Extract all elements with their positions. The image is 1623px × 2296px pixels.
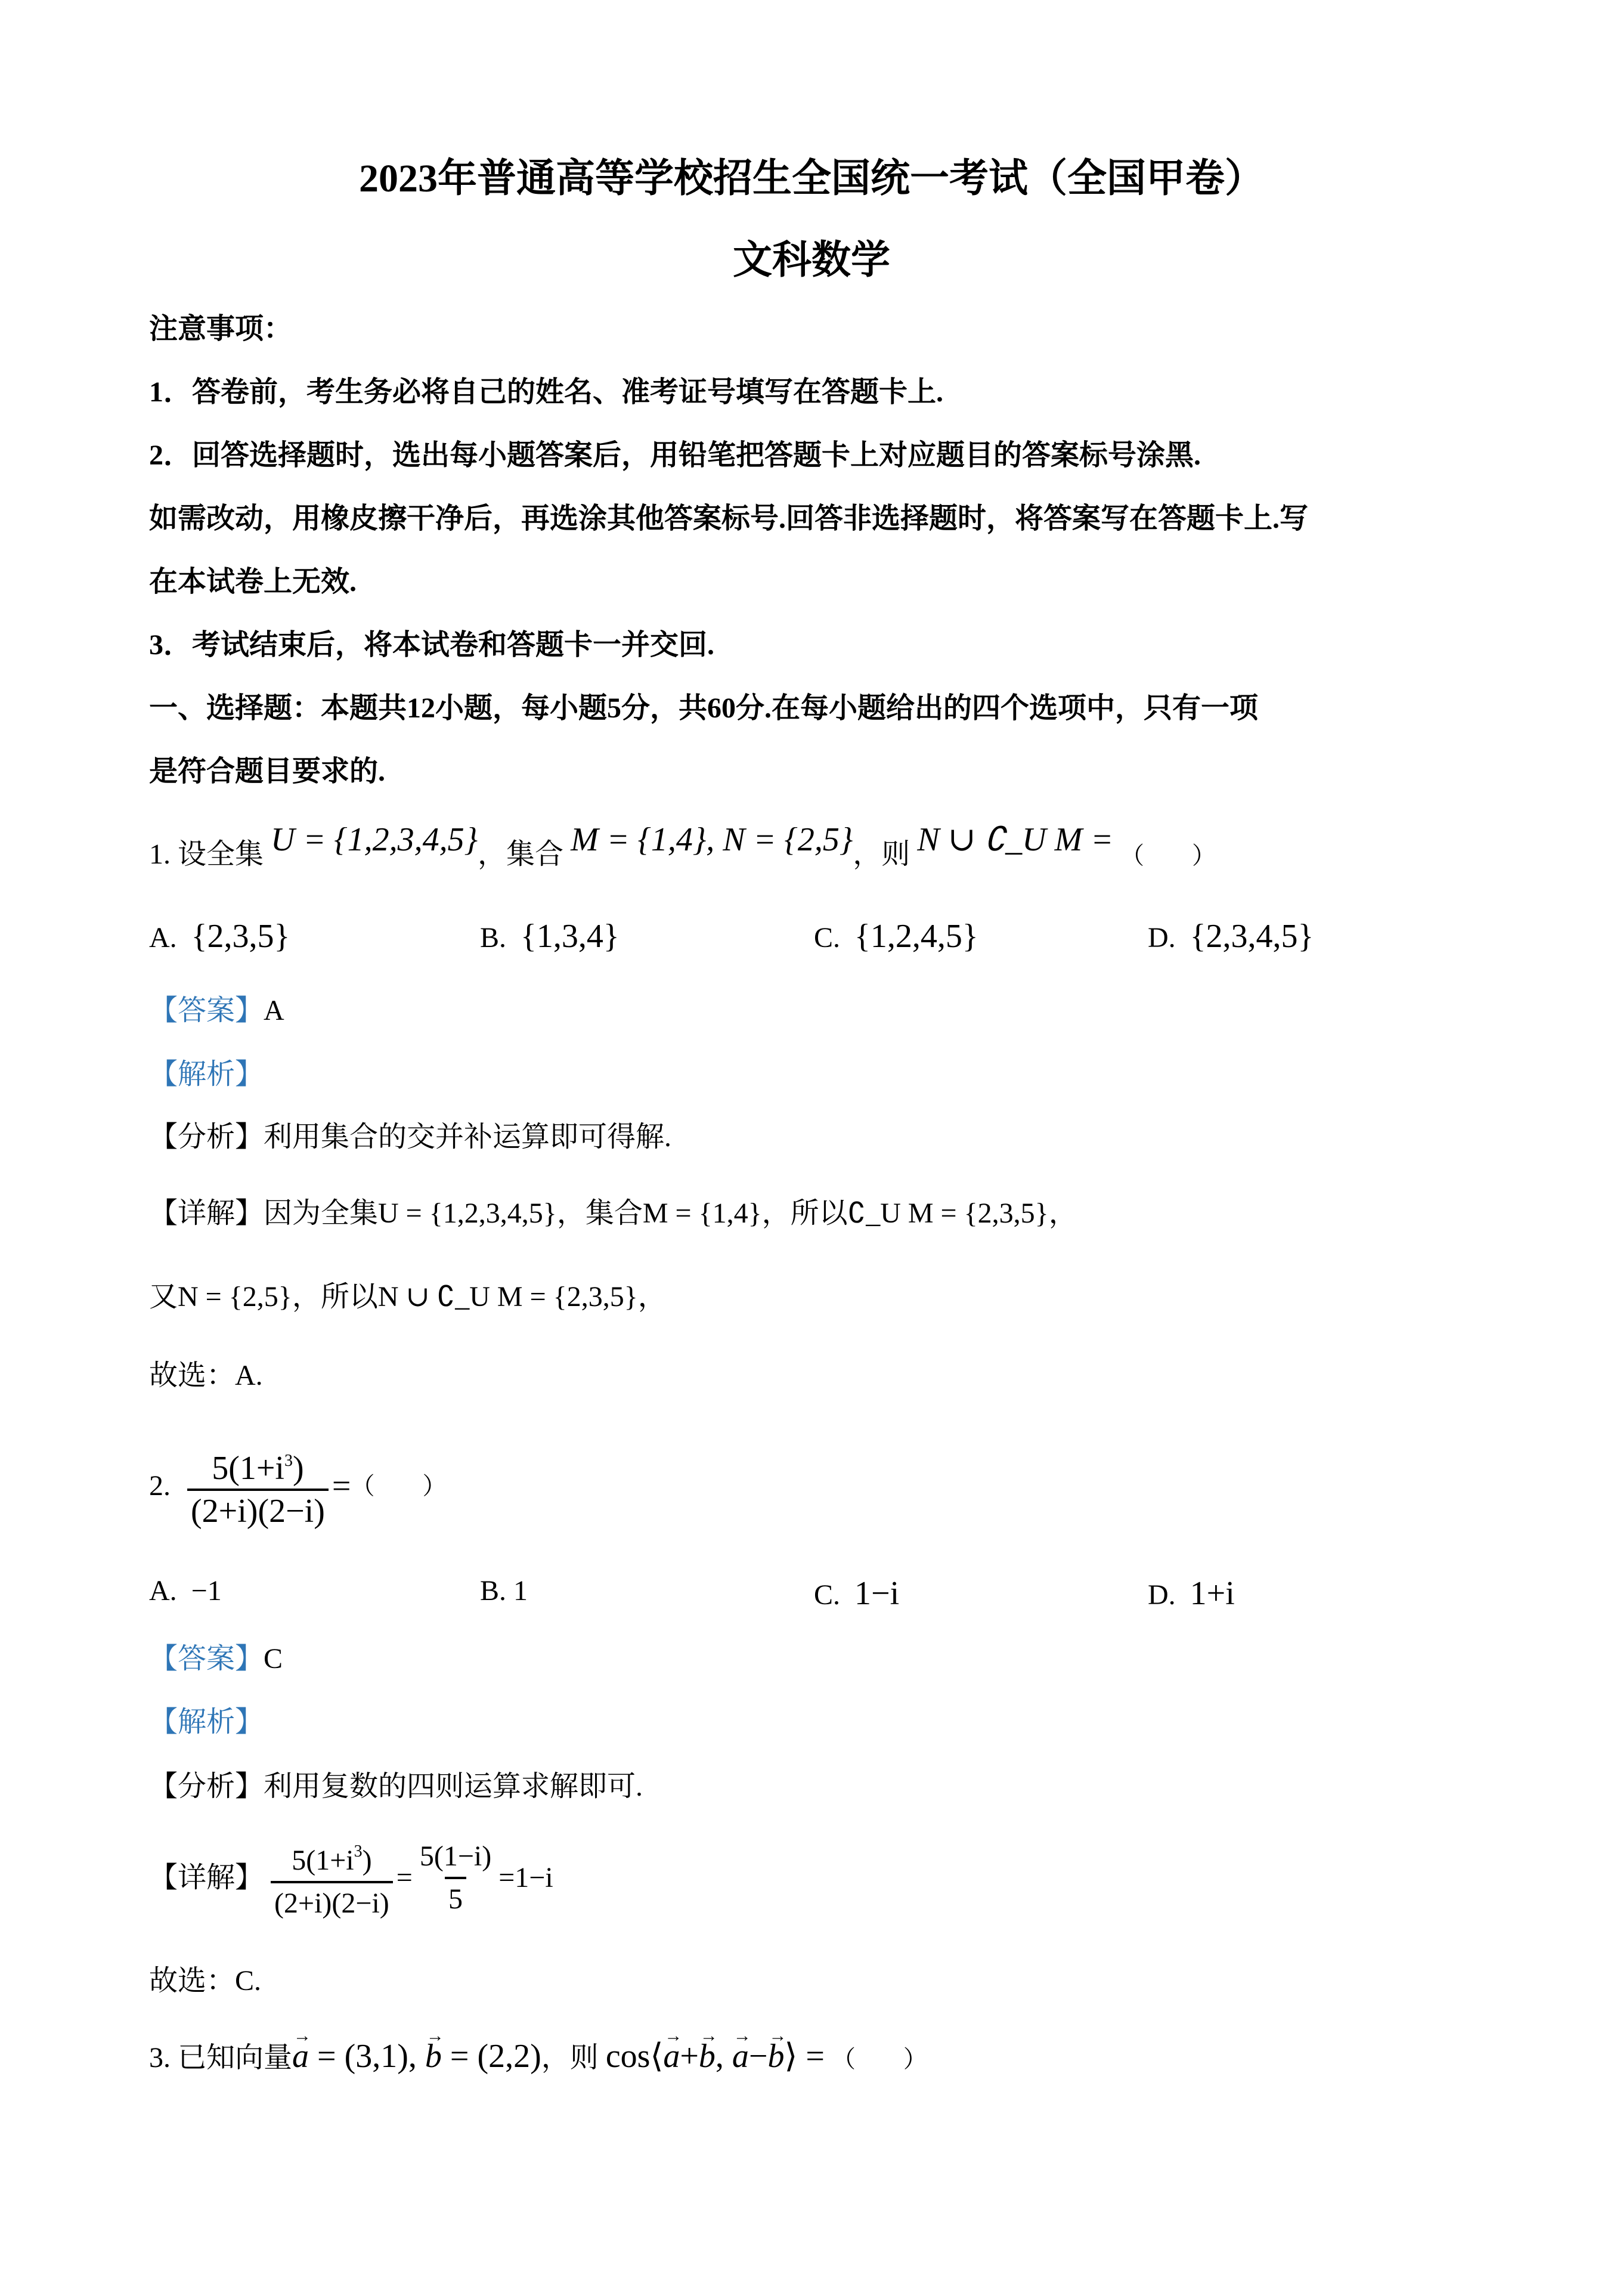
math-expression: U = {1,2,3,4,5} — [271, 821, 478, 858]
answer-line — [149, 993, 284, 1029]
option-c: C. 1−i — [814, 1575, 900, 1612]
fraction: $\frac{5(1+i^3)}{(2+i)(2-i)}$ — [271, 1834, 393, 1921]
answer-value: A — [264, 995, 284, 1026]
option-a: A. {2,3,5} — [149, 918, 290, 955]
answer-blank: （ ） — [1120, 842, 1216, 869]
fraction: $\frac{5(1+i^3)}{(2+i)(2-i)}$ — [187, 1443, 329, 1529]
math-expression: N ∪ ∁_U M = — [917, 821, 1114, 858]
math-expression: → a = (3,1), → b = (2,2) — [292, 2038, 541, 2075]
answer-blank: （ ） — [831, 2046, 927, 2072]
option-b: B. 1 — [480, 1575, 528, 1607]
exam-subtitle: 文科数学 — [733, 239, 890, 282]
detail-line-2: 又N = {2,5}，所以N ∪ ∁_U M = {2,3,5}， — [149, 1281, 667, 1313]
question-2-stem: 2. $\frac{5(1+i^3)}{(2+i)(2-i)}$ = （ ） — [149, 1443, 446, 1529]
answer-blank: （ ） — [351, 1472, 447, 1499]
analysis-header: 【解析】 — [149, 1059, 264, 1090]
option-a: A. −1 — [149, 1575, 222, 1607]
question-number: 2. — [149, 1470, 171, 1502]
conclusion: 故选：C. — [149, 1965, 262, 1997]
answer-label: 【答案】 — [149, 995, 264, 1026]
detail-line: 【详解】 $\frac{5(1+i^3)}{(2+i)(2-i)}$ = $\frac{5(1-i)}{5}$ =1−i — [149, 1834, 553, 1921]
section-heading: 一、选择题：本题共12小题，每小题5分，共60分.在每小题给出的四个选项中，只有一项 — [149, 692, 1259, 724]
conclusion: 故选：A. — [149, 1360, 263, 1391]
notice-item: 3．考试结束后，将本试卷和答题卡一并交回. — [149, 629, 715, 661]
question-3-stem: 3. 已知向量→ a = (3,1), → b = (2,2)，则 cos⟨→ a+→ b, → a−→ b⟩ = （ ） — [149, 2038, 927, 2077]
option-d: D. {2,3,4,5} — [1148, 918, 1314, 955]
section-heading-cont: 是符合题目要求的. — [149, 756, 386, 787]
math-expression: cos⟨→ a+→ b, → a−→ b⟩ = — [606, 2038, 825, 2075]
analysis-line: 【分析】利用集合的交并补运算即可得解. — [149, 1121, 672, 1153]
option-d: D. 1+i — [1148, 1575, 1235, 1612]
notice-item: 在本试卷上无效. — [149, 566, 357, 598]
answer-value: C — [264, 1643, 283, 1675]
notice-item: 1．答卷前，考生务必将自己的姓名、准考证号填写在答题卡上. — [149, 376, 944, 408]
detail-line: 【详解】因为全集U = {1,2,3,4,5}，集合M = {1,4}，所以∁_U M = {2,3,5}， — [149, 1197, 1077, 1229]
analysis-line: 【分析】利用复数的四则运算求解即可. — [149, 1771, 643, 1802]
notice-item: 2．回答选择题时，选出每小题答案后，用铅笔把答题卡上对应题目的答案标号涂黑. — [149, 440, 1201, 471]
option-b: B. {1,3,4} — [480, 918, 620, 955]
answer-label: 【答案】 — [149, 1643, 264, 1675]
answer-line — [149, 1641, 283, 1677]
fraction: $\frac{5(1-i)}{5}$ — [416, 1839, 495, 1917]
math-expression: M = {1,4}, N = {2,5} — [571, 821, 853, 858]
analysis-header: 【解析】 — [149, 1706, 264, 1738]
question-number: 1. — [149, 838, 171, 870]
question-number: 3. — [149, 2042, 171, 2074]
option-c: C. {1,2,4,5} — [814, 918, 978, 955]
notice-heading: 注意事项： — [149, 313, 293, 345]
exam-title: 2023年普通高等学校招生全国统一考试（全国甲卷） — [359, 157, 1264, 200]
notice-item: 如需改动，用橡皮擦干净后，再选涂其他答案标号.回答非选择题时，将答案写在答题卡上.写 — [149, 503, 1309, 534]
question-1-stem: 1. 设全集 U = {1,2,3,4,5}，集合 M = {1,4}, N = {2,5}，则 N ∪ ∁_U M = （ ） — [149, 821, 1216, 870]
